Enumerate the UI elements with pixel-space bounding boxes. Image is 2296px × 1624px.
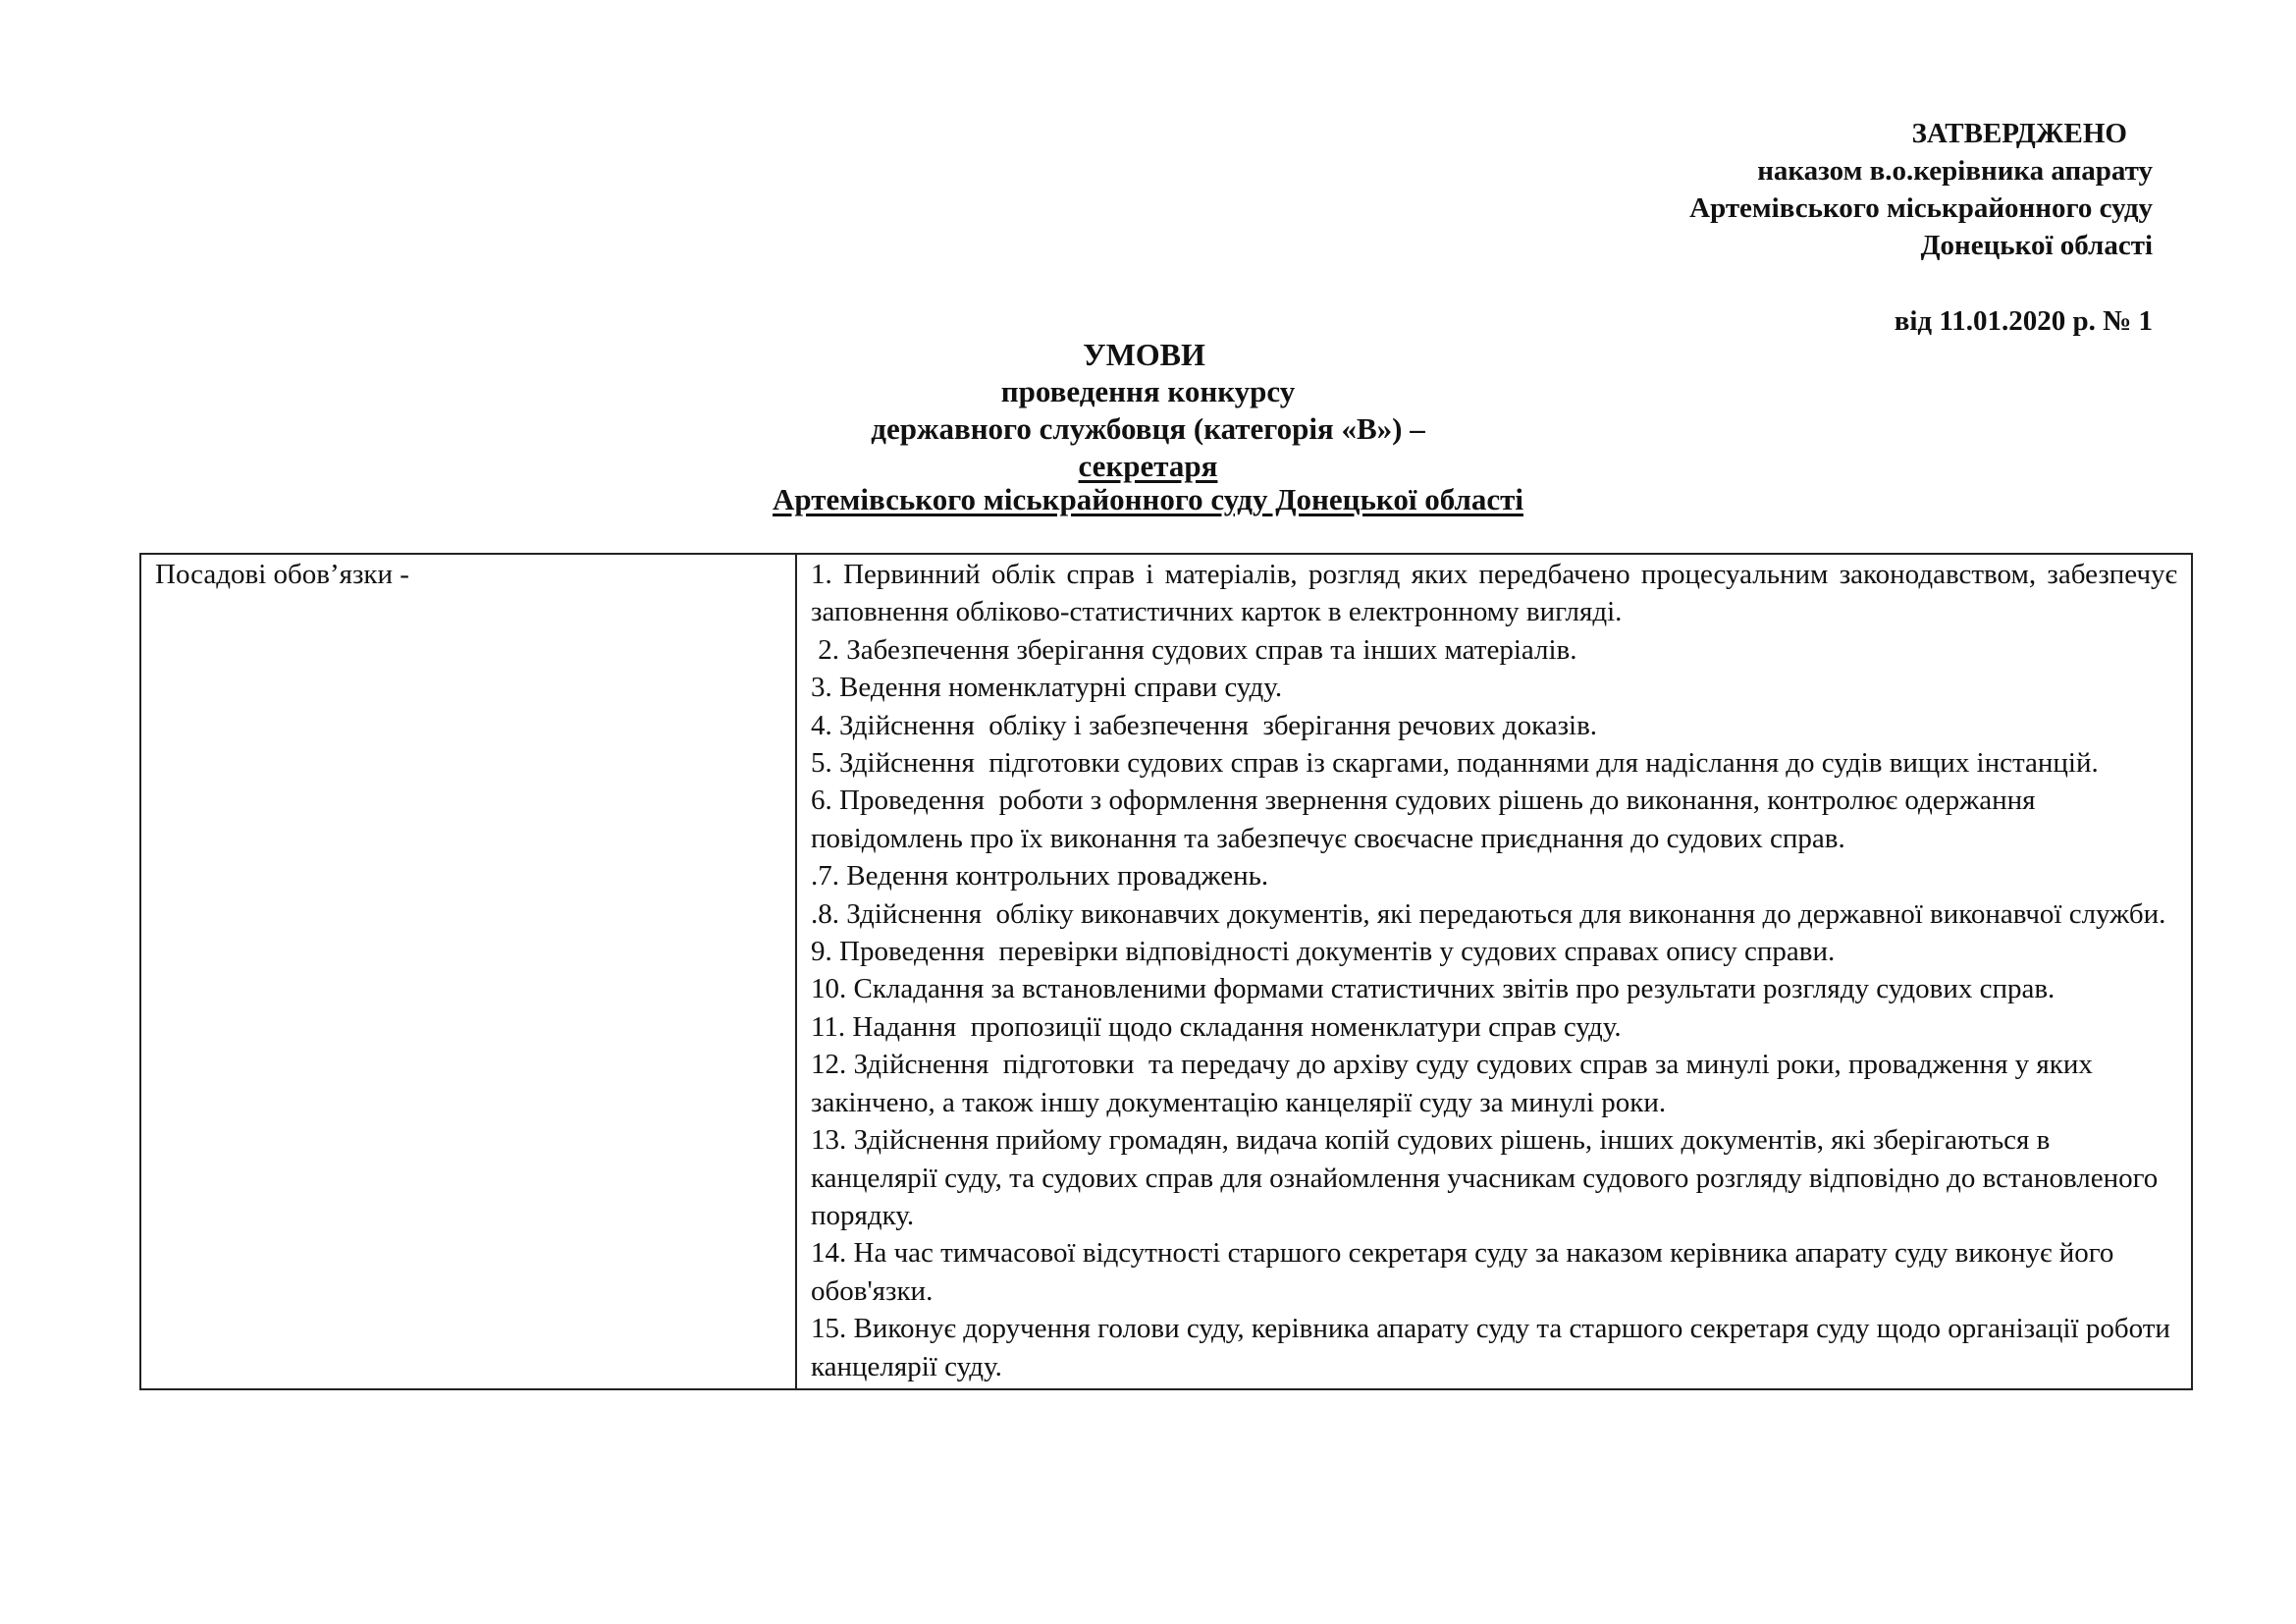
duty-item: 5. Здійснення підготовки судових справ із скаргами, поданнями для надіслання до судів вищих інстанцій. [811,747,2099,780]
duty-item: 11. Надання пропозиції щодо складання номенклатури справ суду. [811,1010,1622,1043]
duties-label: Посадові обов’язки - [155,559,409,590]
heading-court-text: Артемівського міськрайонного суду Донецької області [773,482,1523,516]
approval-order-line: наказом в.о.керівника апарату [1757,155,2153,187]
duty-item: 2. Забезпечення зберігання судових справ та інших матеріалів. [811,633,1577,666]
approval-date: від 11.01.2020 р. № 1 [1894,305,2153,337]
conditions-table [139,553,2193,1390]
duty-item: 1. Первинний облік справ і матеріалів, розгляд яких передбачено процесуальним законодавством, забезпечує заповнення обліково-статистичних карток в електронному вигляді. [811,559,2177,628]
approval-court-line: Артемівського міськрайонного суду [1689,192,2153,224]
duty-item: 14. На час тимчасової відсутності старшого секретаря суду за наказом керівника апарату суду виконує його обов'язки. [811,1237,2114,1307]
table-row [140,554,2192,1389]
duty-item: 12. Здійснення підготовки та передачу до архіву суду судових справ за минулі роки, провадження у яких закінчено, а також іншу документацію канцелярії суду за минулі роки. [811,1049,2101,1118]
document-heading [0,336,2296,518]
duties-label-cell [140,554,796,1389]
heading-position [0,448,2296,485]
duty-item: .8. Здійснення обліку виконавчих документів, які передаються для виконання до державної виконавчої служби. [811,897,2166,930]
heading-category: державного службовця (категорія «В») – [871,411,1425,446]
duty-item: 4. Здійснення обліку і забезпечення зберігання речових доказів. [811,709,1598,741]
duty-item: 15. Виконує доручення голови суду, керівника апарату суду та старшого секретаря суду щодо організації роботи канцелярії суду. [811,1313,2170,1382]
duty-item: 9. Проведення перевірки відповідності документів у судових справах опису справи. [811,936,1836,968]
duty-item: 6. Проведення роботи з оформлення звернення судових рішень до виконання, контролює одержання повідомлень про їх виконання та забезпечує своєчасне приєднання до судових справ. [811,785,2043,854]
approval-title: ЗАТВЕРДЖЕНО [1911,118,2127,149]
duty-item: .7. Ведення контрольних проваджень. [811,860,1269,893]
duty-item: 13. Здійснення прийому громадян, видача копій судових рішень, інших документів, які зберігаються в канцелярії суду, та судових справ для ознайомлення учасникам судового розгляду відповідно до встановленого порядку. [811,1124,2159,1231]
heading-position-text: секретаря [1078,449,1218,483]
document-title: УМОВИ [1083,337,1205,372]
duty-item: 3. Ведення номенклатурні справи суду. [811,672,1283,704]
heading-court [0,481,2296,518]
duties-list-cell [796,554,2192,1389]
heading-subtitle: проведення конкурсу [1000,374,1296,408]
duty-item: 10. Складання за встановленими формами статистичних звітів про результати розгляду судових справ. [811,973,2056,1005]
approval-region-line: Донецької області [1920,230,2153,261]
approval-block [1689,115,2153,340]
